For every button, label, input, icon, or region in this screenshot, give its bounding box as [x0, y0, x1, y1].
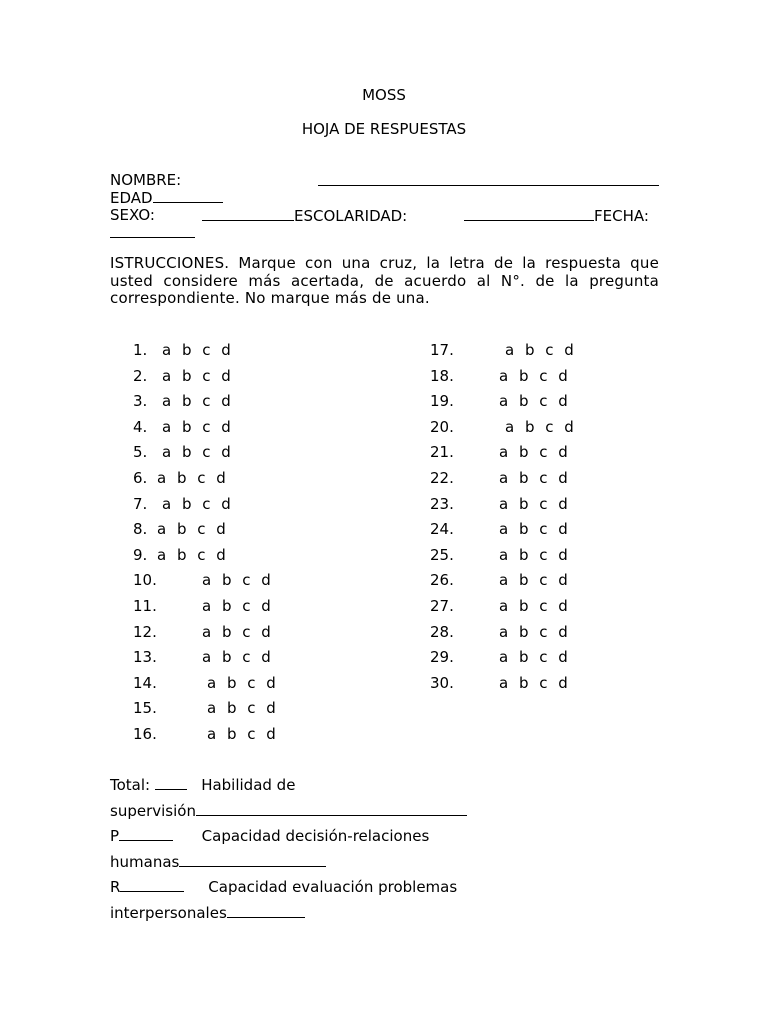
question-number: 26. — [430, 571, 454, 590]
answer-options[interactable]: a b c d — [202, 571, 271, 590]
answer-options[interactable]: a b c d — [207, 673, 276, 692]
question-number: 1. — [133, 341, 148, 359]
question-number: 22. — [430, 469, 454, 487]
interpersonales-label: interpersonales — [110, 904, 227, 922]
question-number: 12. — [133, 622, 157, 641]
total-label: Total: — [110, 776, 151, 794]
question-number: 4. — [133, 417, 148, 436]
question-number: 9. — [133, 545, 148, 564]
p-row — [110, 826, 429, 845]
question-number: 20. — [430, 417, 454, 436]
r-label: R — [110, 878, 121, 896]
supervision-field[interactable] — [196, 801, 467, 816]
answer-options[interactable]: a b c d — [202, 648, 271, 667]
document-subtitle: HOJA DE RESPUESTAS — [301, 120, 467, 138]
answer-options[interactable]: a b c d — [499, 545, 568, 564]
answer-options[interactable]: a b c d — [202, 597, 271, 615]
answer-options[interactable]: a b c d — [499, 622, 568, 641]
edad-label: EDAD — [110, 189, 153, 207]
answer-options[interactable]: a b c d — [499, 469, 568, 487]
answer-options[interactable]: a b c d — [505, 417, 574, 436]
question-number: 2. — [133, 366, 148, 385]
capacidad-decision-label: Capacidad decisión-relaciones — [201, 827, 430, 845]
escolaridad-label: ESCOLARIDAD: — [294, 207, 408, 225]
question-number: 23. — [430, 494, 454, 513]
question-number: 13. — [133, 648, 157, 667]
edad-row — [110, 188, 223, 207]
answer-options[interactable]: a b c d — [499, 443, 568, 462]
question-number: 10. — [133, 571, 157, 590]
question-number: 28. — [430, 622, 454, 641]
nombre-field[interactable] — [318, 171, 659, 190]
interpersonales-field[interactable] — [227, 903, 305, 918]
answer-options[interactable]: a b c d — [499, 494, 568, 513]
question-number: 27. — [430, 597, 454, 615]
question-number: 15. — [133, 699, 157, 718]
answer-options[interactable]: a b c d — [202, 622, 271, 641]
instructions: ISTRUCCIONES. Marque con una cruz, la letra de la respuesta que usted considere más acertada, de acuerdo al N°. de la pregunta correspondiente. No marque más de una. — [110, 254, 659, 307]
sexo-row — [202, 206, 407, 225]
answer-options[interactable]: a b c d — [157, 469, 226, 487]
answer-options[interactable]: a b c d — [505, 341, 574, 359]
answer-options[interactable]: a b c d — [162, 392, 231, 411]
sexo-label: SEXO: — [110, 206, 155, 224]
total-row — [110, 775, 295, 794]
question-number: 5. — [133, 443, 148, 462]
r-field[interactable] — [120, 877, 184, 892]
answer-options[interactable]: a b c d — [499, 520, 568, 539]
question-number: 29. — [430, 648, 454, 667]
question-number: 21. — [430, 443, 454, 462]
question-number: 18. — [430, 366, 454, 385]
question-number: 11. — [133, 597, 157, 615]
answer-options[interactable]: a b c d — [499, 597, 568, 615]
nombre-label: NOMBRE: — [110, 171, 182, 189]
question-number: 25. — [430, 545, 454, 564]
answer-options[interactable]: a b c d — [162, 366, 231, 385]
escolaridad-row — [464, 206, 649, 225]
answer-options[interactable]: a b c d — [157, 520, 226, 539]
answer-options[interactable]: a b c d — [499, 392, 568, 411]
humanas-label: humanas — [110, 853, 180, 871]
answer-options[interactable]: a b c d — [499, 648, 568, 667]
p-field[interactable] — [119, 826, 173, 841]
answer-options[interactable]: a b c d — [499, 571, 568, 590]
answer-options[interactable]: a b c d — [499, 366, 568, 385]
question-number: 8. — [133, 520, 148, 539]
fecha-field[interactable] — [110, 223, 195, 242]
answer-options[interactable]: a b c d — [157, 545, 226, 564]
answer-options[interactable]: a b c d — [207, 725, 276, 743]
question-number: 3. — [133, 392, 148, 411]
question-number: 30. — [430, 673, 454, 692]
question-number: 6. — [133, 469, 148, 487]
question-number: 17. — [430, 341, 454, 359]
p-label: P — [110, 827, 120, 845]
answer-options[interactable]: a b c d — [162, 443, 231, 462]
question-number: 7. — [133, 494, 148, 513]
habilidad-label: Habilidad de — [201, 776, 296, 794]
supervision-label: supervisión — [110, 802, 196, 820]
capacidad-evaluacion-label: Capacidad evaluación problemas — [208, 878, 458, 896]
question-number: 14. — [133, 673, 157, 692]
interpersonales-row — [110, 903, 305, 922]
escolaridad-field[interactable] — [464, 206, 594, 221]
humanas-row — [110, 852, 326, 871]
fecha-label: FECHA: — [594, 207, 649, 225]
total-field[interactable] — [155, 775, 187, 790]
answer-options[interactable]: a b c d — [162, 417, 231, 436]
question-number: 19. — [430, 392, 454, 411]
answer-options[interactable]: a b c d — [162, 341, 231, 359]
humanas-field[interactable] — [179, 852, 326, 867]
answer-options[interactable]: a b c d — [162, 494, 231, 513]
question-number: 16. — [133, 725, 157, 743]
supervision-row — [110, 801, 467, 820]
answer-options[interactable]: a b c d — [499, 673, 568, 692]
question-number: 24. — [430, 520, 454, 539]
sexo-field[interactable] — [202, 206, 294, 221]
r-row — [110, 877, 457, 896]
document-title: MOSS — [362, 86, 406, 104]
answer-options[interactable]: a b c d — [207, 699, 276, 718]
edad-field[interactable] — [153, 188, 223, 203]
